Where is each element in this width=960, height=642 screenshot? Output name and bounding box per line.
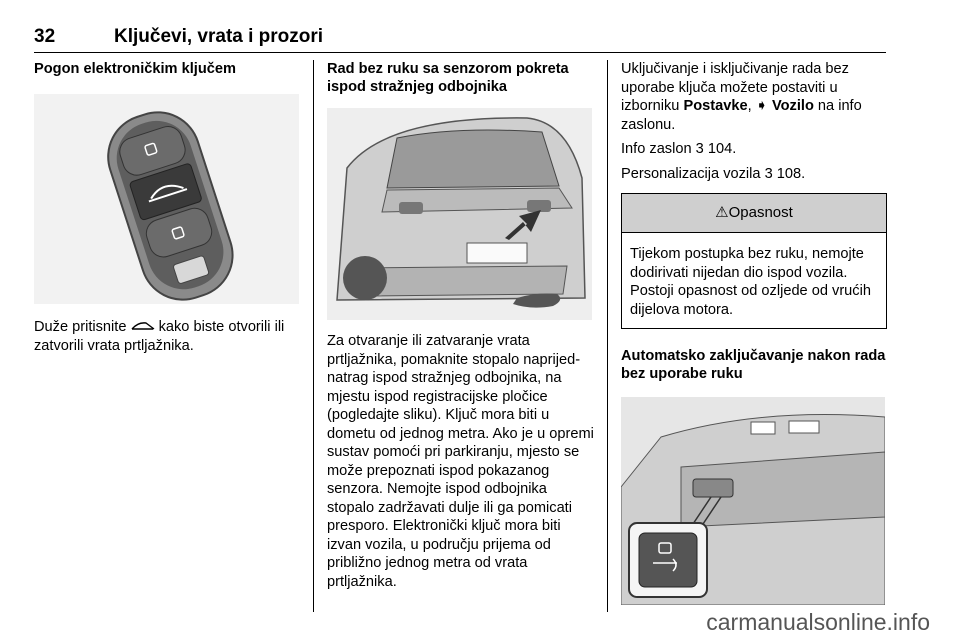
settings-text: na info zaslonu.: [621, 98, 862, 133]
ref-page: 108.: [776, 165, 806, 182]
section-heading-hands-free: Rad bez ruku sa senzorom pokreta ispod stražnjeg odbojnika: [327, 61, 569, 95]
column-divider: [607, 60, 608, 612]
settings-text: Uključivanje i isključivanje rada bez uporabe ključa možete postaviti u izborniku: [621, 61, 849, 114]
tailgate-instruction: [34, 318, 299, 355]
column-2: [327, 60, 597, 591]
cross-reference-icon: 3: [764, 165, 773, 182]
personalization-ref: [621, 165, 887, 184]
key-fob-image: [34, 94, 299, 304]
car-tailgate-icon: [131, 319, 155, 335]
column-3: [621, 60, 887, 605]
section-heading-auto-lock: Automatsko zaključavanje nakon rada bez uporabe ruku: [621, 348, 886, 382]
hands-free-body: Za otvaranje ili zatvaranje vrata prtljažnika, pomaknite stopalo naprijed-natrag ispod stražnjeg odbojnika, na mjestu ispod registracijske pločice (pogledajte sliku). Ključ mora biti u dometu od jednog metra. Ako je u opremi sustav pomoći pri parkiranju, mjesto se može prepoznati ispod pokazanog senzora. Nemojte ispod odbojnika stopalo zadržavati dulje ili ga pomicati presporo. Elektronički ključ mora biti izvan vozila, u području prijema od približno jednog metra od vrata prtljažnika.: [327, 333, 594, 590]
menu-vehicle: Vozilo: [771, 98, 814, 114]
cross-reference-icon: 3: [695, 141, 704, 157]
info-display-ref: [621, 140, 887, 159]
column-divider: [313, 60, 314, 612]
warning-title: Opasnost: [728, 203, 793, 221]
instruction-text: Duže pritisnite: [34, 319, 131, 335]
page-number: 32: [34, 26, 56, 47]
column-1: [34, 60, 299, 355]
rear-bumper-image: [327, 108, 592, 320]
ref-label: Personalizacija vozila: [621, 165, 761, 182]
page-header: [34, 24, 886, 53]
warning-header: [622, 194, 886, 233]
chapter-title: Ključevi, vrata i prozori: [114, 26, 324, 47]
warning-icon: ⚠: [715, 203, 729, 221]
menu-settings: Postavke: [683, 98, 748, 114]
menu-separator: ,: [747, 98, 756, 114]
instruction-text: kako biste otvorili ili zatvorili vrata prtljažnika.: [34, 319, 285, 354]
settings-paragraph: [621, 60, 887, 134]
menu-arrow-icon: ➧: [755, 98, 768, 114]
tailgate-button-image: [621, 397, 885, 605]
watermark: carmanualsonline.info: [706, 609, 930, 635]
warning-text: Tijekom postupka bez ruku, nemojte dodirivati nijedan dio ispod vozila. Postoji opasnost od ozljede od vrućih dijelova motora.: [630, 246, 871, 318]
ref-label: Info zaslon: [621, 141, 692, 157]
warning-box: [621, 193, 887, 329]
ref-page: 104.: [707, 141, 737, 157]
section-heading-electronic-key: Pogon elektroničkim ključem: [34, 61, 236, 77]
